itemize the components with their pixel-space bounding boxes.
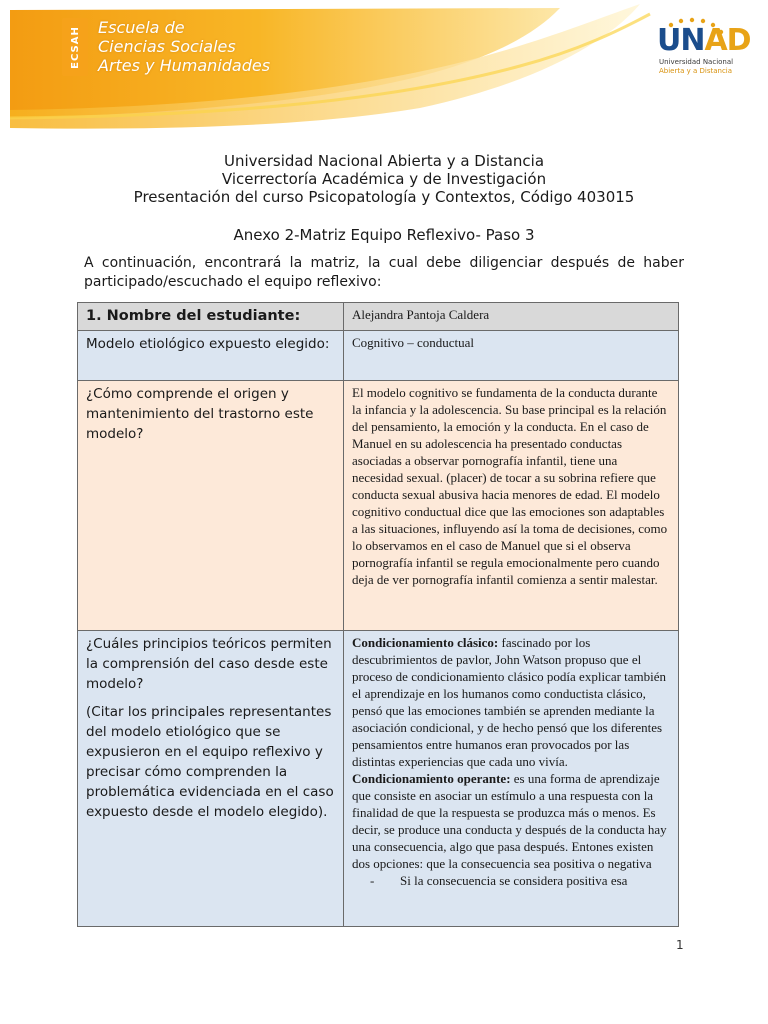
principles-answer <box>344 631 679 927</box>
operant-conditioning-paragraph: Condicionamiento operante: es una forma de aprendizaje que consiste en asociar un estímulo a una respuesta con la finalidad de que la respuesta se produzca más o menos. Es decir, se produce una conducta y después de la conducta hay una consecuencia, algo que pasa después. Entones existen dos opciones: que la consecuencia sea positiva o negativa <box>352 771 667 871</box>
page-number: 1 <box>676 938 684 952</box>
unad-logo-wordmark: UNAD <box>657 23 751 58</box>
course-presentation: Presentación del curso Psicopatología y Contextos, Código 403015 <box>133 188 635 206</box>
model-value: Cognitivo – conductual <box>344 331 679 381</box>
unad-logo-subtitle: Universidad Nacional Abierta y a Distancia <box>659 58 734 75</box>
reflexive-team-matrix <box>77 302 679 927</box>
student-name-label: 1. Nombre del estudiante: <box>78 303 344 331</box>
table-row <box>78 331 679 381</box>
ecsah-badge: ECSAH <box>62 18 88 76</box>
unad-logo <box>657 16 767 76</box>
header-banner <box>0 0 768 130</box>
model-label: Modelo etiológico expuesto elegido: <box>78 331 344 381</box>
table-row <box>78 303 679 331</box>
intro-paragraph: A continuación, encontrará la matriz, la cual debe diligenciar después de haber participado/escuchado el equipo reflexivo: <box>84 255 684 290</box>
annex-title: Anexo 2-Matriz Equipo Reflexivo- Paso 3 <box>233 226 535 244</box>
classical-conditioning-term: Condicionamiento clásico: <box>352 635 499 650</box>
university-name: Universidad Nacional Abierta y a Distancia <box>223 152 545 170</box>
bullet-dash: - <box>370 873 375 888</box>
school-name: Escuela de Ciencias Sociales Artes y Humanidades <box>98 18 271 75</box>
document-header <box>0 152 768 206</box>
table-row <box>78 631 679 927</box>
classical-conditioning-paragraph: Condicionamiento clásico: fascinado por los descubrimientos de pavlor, John Watson propuso que el proceso de condicionamiento clásico podía explicar también el aprendizaje en los humanos como conductista clásico, pensó que las emociones también se aprenden mediante la asociación condicional, y de hecho pensó que los diferentes pensamientos entre humanos eran provocados por las distintas experiencias que cada uno vivía. <box>352 635 667 769</box>
principles-question-note: (Citar los principales representantes del modelo etiológico que se expusieron en el equipo reflexivo y precisar cómo comprenden la problemática evidenciada en el caso expuesto desde el modelo elegido). <box>86 704 334 820</box>
vicerrectoria-name: Vicerrectoría Académica y de Investigación <box>221 170 547 188</box>
table-row <box>78 381 679 631</box>
student-name-value: Alejandra Pantoja Caldera <box>344 303 679 331</box>
origin-question: ¿Cómo comprende el origen y mantenimiento del trastorno este modelo? <box>78 381 344 631</box>
operant-conditioning-term: Condicionamiento operante: <box>352 771 511 786</box>
principles-question <box>78 631 344 927</box>
principles-question-text: ¿Cuáles principios teóricos permiten la comprensión del caso desde este modelo? <box>86 636 332 692</box>
list-item: - Si la consecuencia se considera positiva esa <box>370 873 628 888</box>
origin-answer: El modelo cognitivo se fundamenta de la conducta durante la infancia y la adolescencia. Su base principal es la relación del pensamiento, la emoción y la conducta. En el caso de Manuel en su adolescencia ha presentado conductas asociadas a observar pornografía infantil, tiene una necesidad sexual. (placer) de tocar a su sobrina refiere que conducta sexual abusiva hacia menores de edad. El modelo cognitivo conductual dice que las emociones son adaptables a las situaciones, influyendo así la toma de decisiones, como lo observamos en el caso de Manuel que si el observa pornografía infantil se regula emocionalmente pero cuando deja de ver pornografía infantil comienza a sentir malestar. <box>344 381 679 631</box>
